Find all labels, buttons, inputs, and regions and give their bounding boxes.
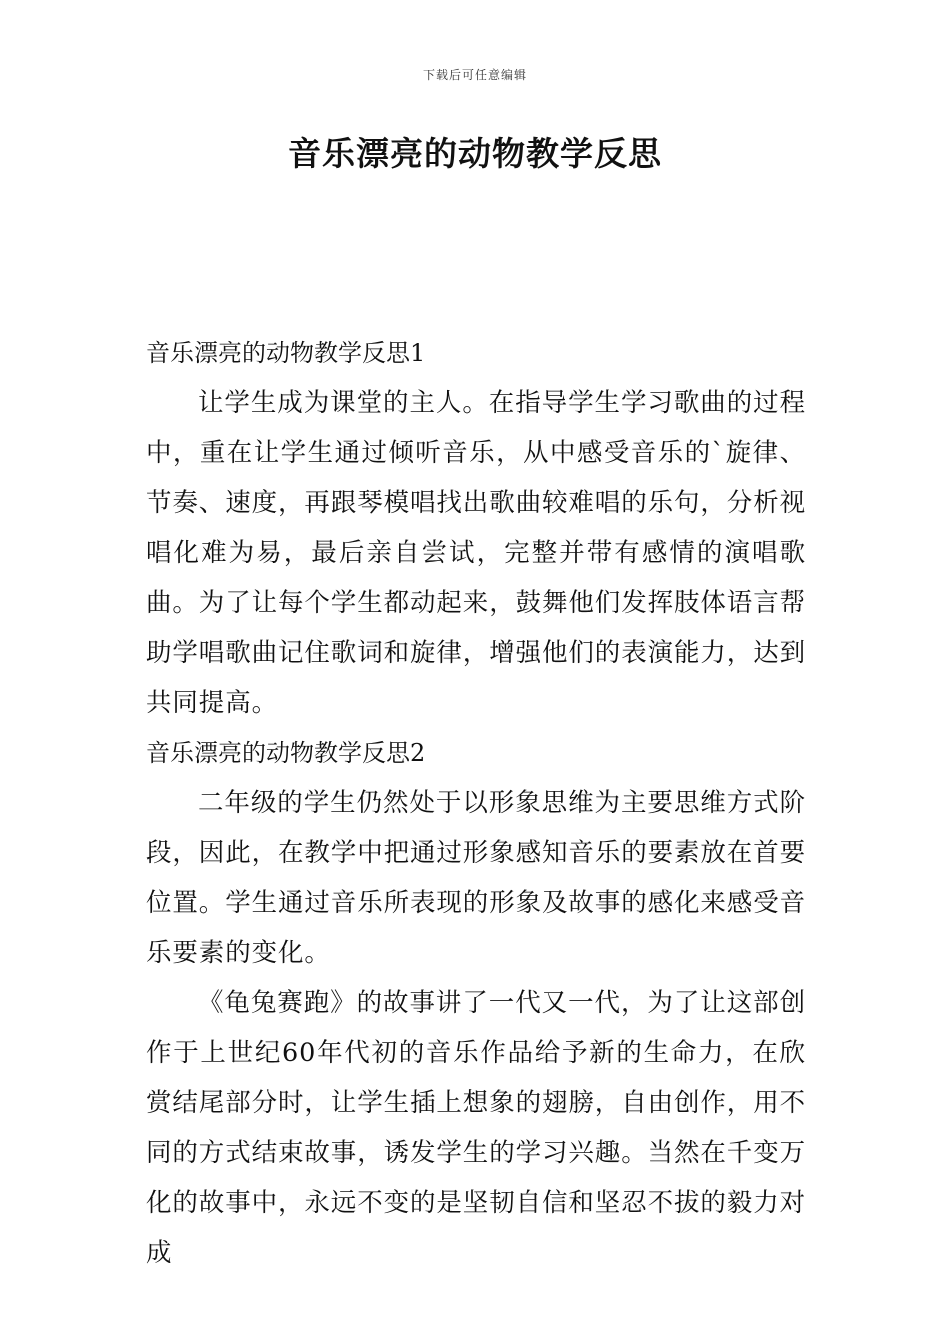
section-heading-1: 音乐漂亮的动物教学反思1 (146, 339, 426, 367)
section-1-paragraph-1: 让学生成为课堂的主人。在指导学生学习歌曲的过程中，重在让学生通过倾听音乐，从中感受音乐的`旋律、节奏、速度，再跟琴模唱找出歌曲较难唱的乐句，分析视唱化难为易，最后亲自尝试，完整并带有感情的演唱歌曲。为了让每个学生都动起来，鼓舞他们发挥肢体语言帮助学唱歌曲记住歌词和旋律，增强他们的表演能力，达到共同提高。 (146, 388, 807, 718)
section-heading-2: 音乐漂亮的动物教学反思2 (146, 739, 426, 767)
header-note: 下载后可任意编辑 (422, 68, 527, 82)
page-title: 音乐漂亮的动物教学反思 (288, 134, 662, 173)
section-2-paragraph-2: 《龟兔赛跑》的故事讲了一代又一代，为了让这部创作于上世纪60年代初的音乐作品给予新的生命力，在欣赏结尾部分时，让学生插上想象的翅膀，自由创作，用不同的方式结束故事，诱发学生的学习兴趣。当然在千变万化的故事中，永远不变的是坚韧自信和坚忍不拔的毅力对成 (146, 988, 807, 1268)
section-2-paragraph-1: 二年级的学生仍然处于以形象思维为主要思维方式阶段，因此，在教学中把通过形象感知音乐的要素放在首要位置。学生通过音乐所表现的形象及故事的感化来感受音乐要素的变化。 (146, 788, 807, 968)
document-body (146, 328, 806, 1278)
